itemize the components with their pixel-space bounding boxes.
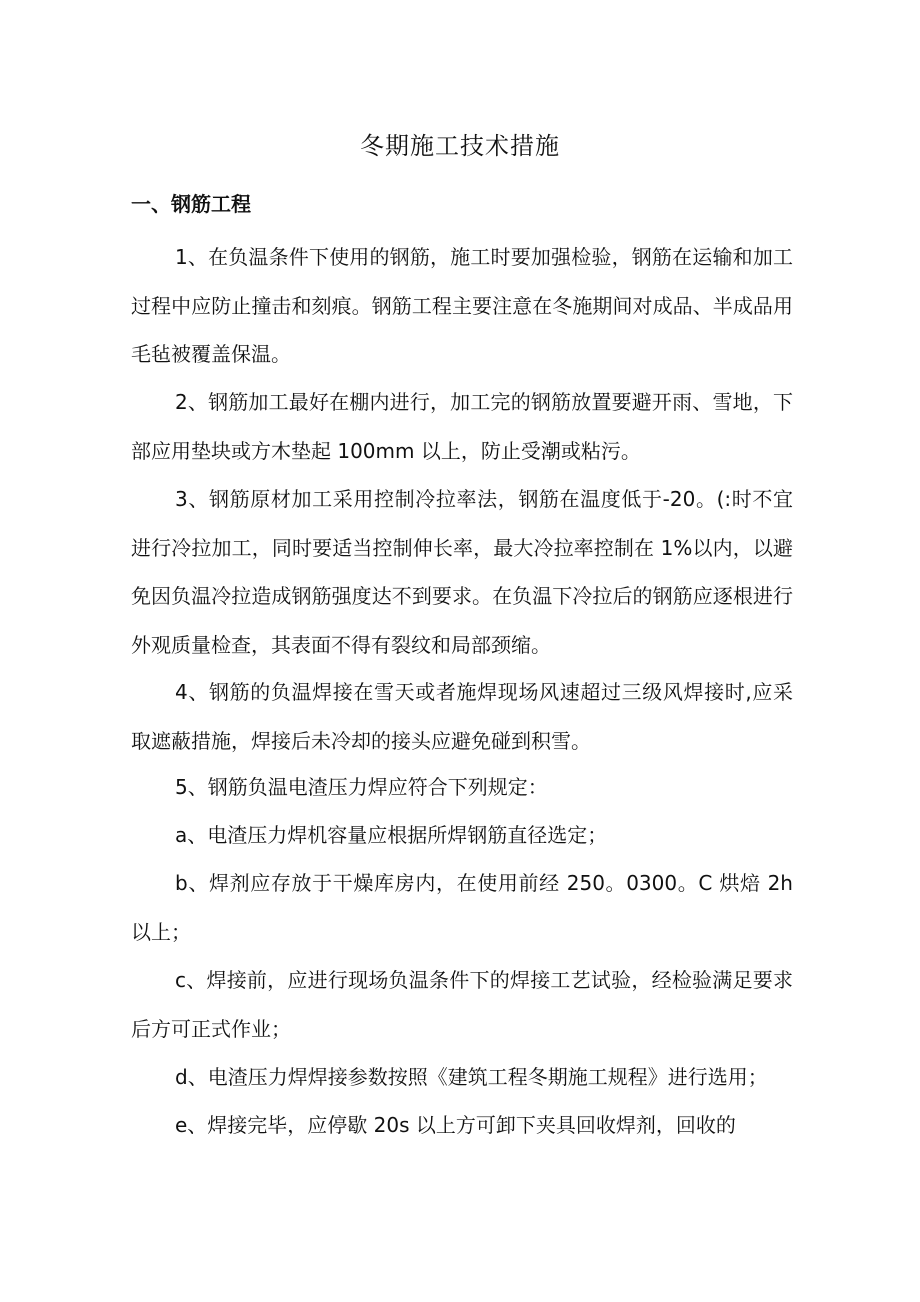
paragraph-2: 2、钢筋加工最好在棚内进行，加工完的钢筋放置要避开雨、雪地，下部应用垫块或方木垫起 100mm 以上，防止受潮或粘污。 [131, 390, 793, 463]
paragraph-5a: a、电渣压力焊机容量应根据所焊钢筋直径选定； [175, 823, 608, 847]
paragraph-5d: d、电渣压力焊焊接参数按照《建筑工程冬期施工规程》进行选用； [175, 1065, 768, 1089]
paragraph-5: 5、钢筋负温电渣压力焊应符合下列规定： [175, 775, 548, 799]
section-heading: 一、钢筋工程 [131, 192, 251, 216]
paragraph-3: 3、钢筋原材加工采用控制冷拉率法，钢筋在温度低于-20。(:时不宜进行冷拉加工，同时要适当控制伸长率，最大冷拉率控制在 1%以内，以避免因负温冷拉造成钢筋强度达不到要求。在负温下冷拉后的钢筋应逐根进行外观质量检查，其表面不得有裂纹和局部颈缩。 [131, 487, 793, 657]
paragraph-4: 4、钢筋的负温焊接在雪天或者施焊现场风速超过三级风焊接时,应采取遮蔽措施，焊接后未冷却的接头应避免碰到积雪。 [131, 680, 793, 753]
paragraph-1: 1、在负温条件下使用的钢筋，施工时要加强检验，钢筋在运输和加工过程中应防止撞击和刻痕。钢筋工程主要注意在冬施期间对成品、半成品用毛毡被覆盖保温。 [131, 245, 793, 366]
paragraph-5b: b、焊剂应存放于干燥库房内，在使用前经 250。0300。C 烘焙 2h 以上； [131, 871, 793, 944]
paragraph-5e: e、焊接完毕，应停歇 20s 以上方可卸下夹具回收焊剂，回收的 [175, 1113, 736, 1137]
document-title: 冬期施工技术措施 [360, 132, 560, 160]
paragraph-5c: c、焊接前，应进行现场负温条件下的焊接工艺试验，经检验满足要求后方可正式作业； [131, 968, 793, 1041]
